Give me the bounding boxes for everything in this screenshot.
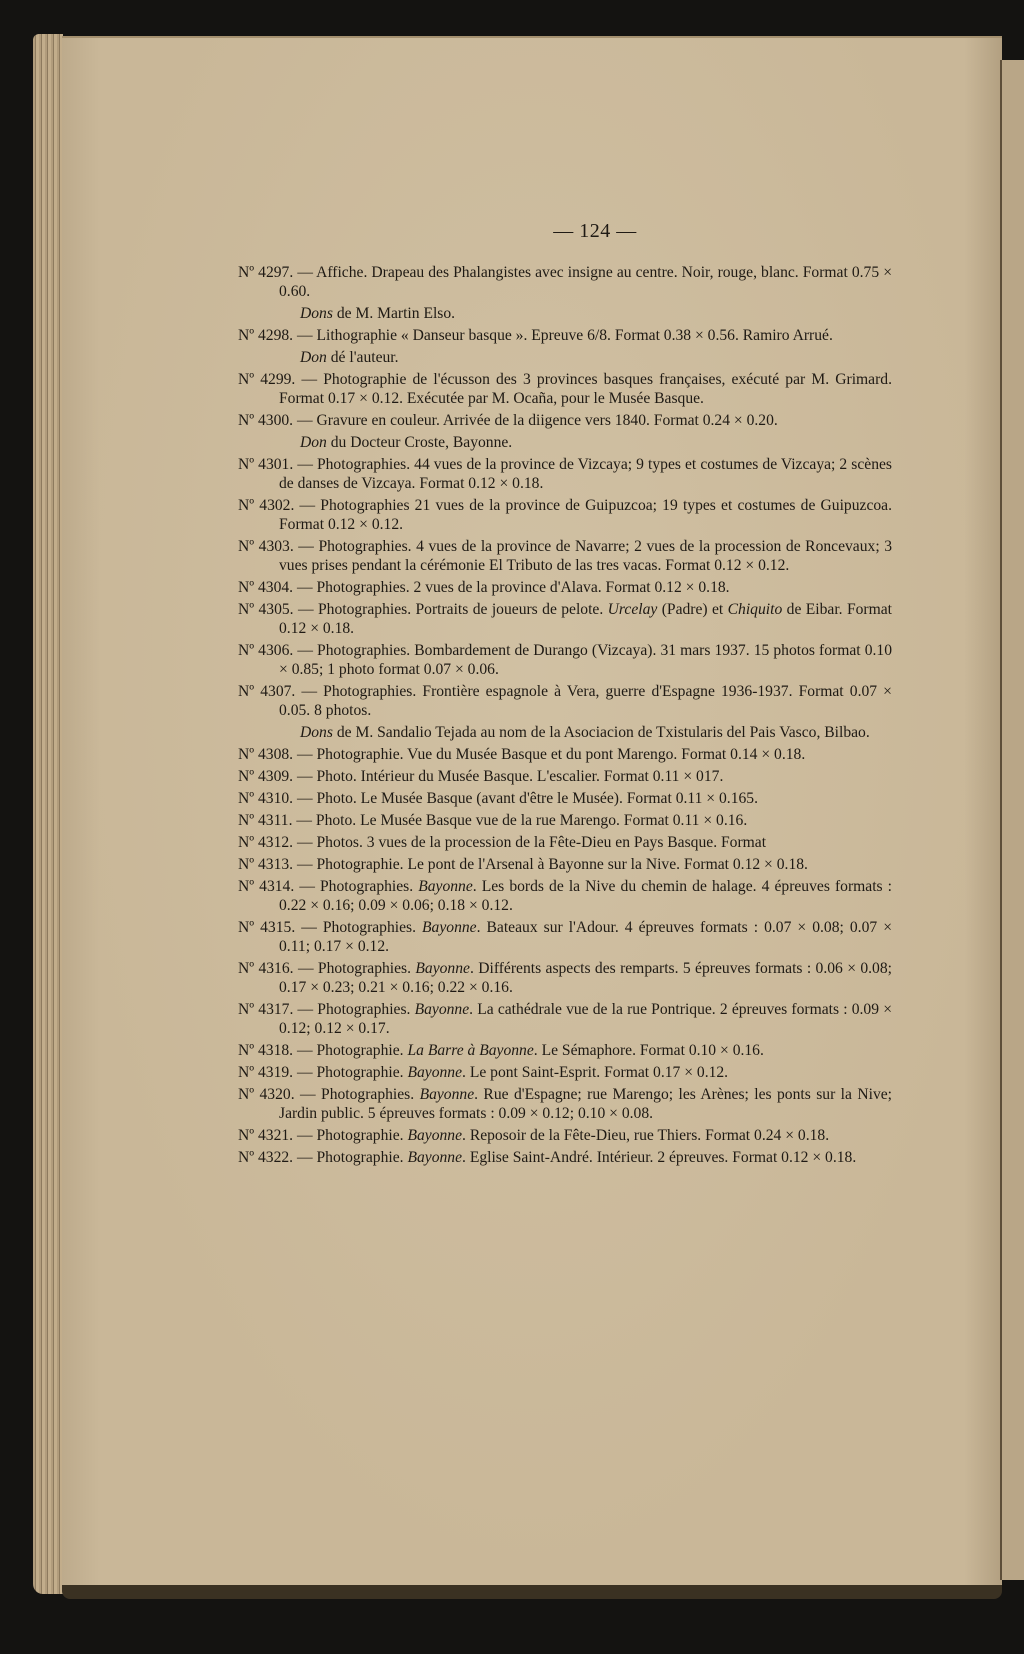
entry-number: Nº 4322. (238, 1149, 294, 1166)
entry-text: . Reposoir de la Fête-Dieu, rue Thiers. Format 0.24 × 0.18. (462, 1127, 830, 1144)
entry-number: Nº 4318. (238, 1042, 294, 1059)
entry-text: — Photographies. (299, 878, 419, 895)
entry-text: — Affiche. Drapeau des Phalangistes avec insigne au centre. Noir, rouge, blanc. Format 0.75 × 0.60. (279, 264, 892, 300)
catalog-entry (238, 496, 892, 534)
entry-number: Nº 4316. (238, 960, 294, 977)
entry-text: — Photographies. 44 vues de la province de Vizcaya; 9 types et costumes de Vizcaya; 2 scènes de danses de Vizcaya. Format 0.12 × 0.18. (279, 456, 892, 492)
entry-text: — Photos. 3 vues de la procession de la Fête-Dieu en Pays Basque. Format (297, 834, 767, 851)
entry-text: — Photographie. (297, 1042, 408, 1059)
catalog-entry (238, 1041, 892, 1060)
page-stack-edge (33, 34, 63, 1594)
entry-number: Nº 4314. (238, 878, 295, 895)
donor-text: de M. Sandalio Tejada au nom de la Asociacion de Txistularis del Pais Vasco, Bilbao. (332, 724, 870, 741)
entry-number: Nº 4321. (238, 1127, 294, 1144)
entry-number: Nº 4305. (238, 601, 294, 618)
donor-text: du Docteur Croste, Bayonne. (326, 434, 513, 451)
catalog-entry (238, 600, 892, 638)
entry-number: Nº 4309. (238, 768, 294, 785)
catalog-entry (238, 370, 892, 408)
donor-label: Dons (300, 305, 333, 322)
entry-italic: Chiquito (727, 601, 783, 618)
entry-number: Nº 4317. (238, 1001, 294, 1018)
entry-text: . Eglise Saint-André. Intérieur. 2 épreuves. Format 0.12 × 0.18. (462, 1149, 857, 1166)
entry-number: Nº 4307. (238, 683, 296, 700)
donor-text: dé l'auteur. (326, 349, 399, 366)
entry-number: Nº 4306. (238, 642, 294, 659)
catalog-entry (238, 537, 892, 575)
entry-text: . Bateaux sur l'Adour. 4 épreuves formats : 0.07 × 0.08; 0.07 × 0.11; 0.17 × 0.12. (279, 919, 892, 955)
entry-text: — Photo. Intérieur du Musée Basque. L'escalier. Format 0.11 × 017. (297, 768, 724, 785)
catalog-entry (238, 455, 892, 493)
entry-italic: Bayonne (407, 1127, 463, 1144)
entry-text: — Photographies. Frontière espagnole à Vera, guerre d'Espagne 1936-1937. Format 0.07 × 0.05. 8 photos. (279, 683, 892, 719)
catalog-entry (238, 1085, 892, 1123)
entry-text: . Les bords de la Nive du chemin de halage. 4 épreuves formats : 0.22 × 0.16; 0.09 × 0.06; 0.18 × 0.12. (279, 878, 892, 914)
entry-number: Nº 4304. (238, 579, 294, 596)
entry-text: — Photographies. Bombardement de Durango (Vizcaya). 31 mars 1937. 15 photos format 0.10 × 0.85; 1 photo format 0.07 × 0.06. (279, 642, 892, 678)
entry-italic: Bayonne (407, 1064, 463, 1081)
entry-italic: Bayonne (418, 878, 473, 895)
donor-line (238, 433, 892, 452)
catalog-entry (238, 1148, 892, 1167)
entry-text: . Le pont Saint-Esprit. Format 0.17 × 0.12. (462, 1064, 729, 1081)
facing-page-edge (1000, 60, 1024, 1580)
entry-text: — Photographie de l'écusson des 3 provinces basques françaises, exécuté par M. Grimard. Format 0.17 × 0.12. Exécutée par M. Ocaña, pour le Musée Basque. (279, 371, 892, 407)
entry-text: — Photographies. Portraits de joueurs de pelote. (297, 601, 608, 618)
entry-text: . Rue d'Espagne; rue Marengo; les Arènes; les ponts sur la Nive; Jardin public. 5 épreuves formats : 0.09 × 0.12; 0.10 × 0.08. (279, 1086, 892, 1122)
catalog-entry (238, 1063, 892, 1082)
entry-text: — Lithographie « Danseur basque ». Epreuve 6/8. Format 0.38 × 0.56. Ramiro Arrué. (297, 327, 833, 344)
catalog-entry (238, 578, 892, 597)
entry-number: Nº 4297. (238, 264, 294, 281)
donor-label: Dons (300, 724, 333, 741)
entry-text: . Le Sémaphore. Format 0.10 × 0.16. (533, 1042, 764, 1059)
entry-text: (Padre) et (657, 601, 728, 618)
entry-italic: Bayonne (415, 960, 470, 977)
entry-text: — Photographies. 4 vues de la province de Navarre; 2 vues de la procession de Roncevaux; 3 vues prises pendant la cérémonie El Tributo de las tres vacas. Format 0.12 × 0.12. (279, 538, 892, 574)
catalog-entry (238, 767, 892, 786)
entry-text: . La cathédrale vue de la rue Pontrique. 2 épreuves formats : 0.09 × 0.12; 0.12 × 0.17. (279, 1001, 892, 1037)
catalog-entry (238, 326, 892, 345)
entry-text: — Photographies. (297, 1001, 415, 1018)
catalog-entry (238, 745, 892, 764)
catalog-entry (238, 263, 892, 301)
entry-text: — Photographies. (300, 1086, 420, 1103)
page-number: — 124 — (553, 220, 637, 242)
entry-text: de Eibar. Format 0.12 × 0.18. (279, 601, 893, 637)
donor-text: de M. Martin Elso. (332, 305, 456, 322)
entry-text: . Différents aspects des remparts. 5 épreuves formats : 0.06 × 0.08; 0.17 × 0.23; 0.21 × 0.16; 0.22 × 0.16. (279, 960, 892, 996)
entry-number: Nº 4315. (238, 919, 296, 936)
entry-number: Nº 4312. (238, 834, 294, 851)
entry-text: — Photographies. (297, 960, 416, 977)
entry-text: — Photographie. Le pont de l'Arsenal à Bayonne sur la Nive. Format 0.12 × 0.18. (297, 856, 808, 873)
entry-text: — Photographie. Vue du Musée Basque et du pont Marengo. Format 0.14 × 0.18. (297, 746, 806, 763)
entry-number: Nº 4299. (238, 371, 296, 388)
entry-text: — Gravure en couleur. Arrivée de la diigence vers 1840. Format 0.24 × 0.20. (297, 412, 778, 429)
catalog-entry (238, 855, 892, 874)
entry-number: Nº 4310. (238, 790, 294, 807)
entry-number: Nº 4319. (238, 1064, 294, 1081)
entry-text: — Photo. Le Musée Basque vue de la rue Marengo. Format 0.11 × 0.16. (296, 812, 748, 829)
entry-italic: La Barre à Bayonne (407, 1042, 534, 1059)
donor-line (238, 348, 892, 367)
donor-line (238, 304, 892, 323)
catalog-entry (238, 1126, 892, 1145)
entry-italic: Urcelay (607, 601, 658, 618)
entry-number: Nº 4308. (238, 746, 294, 763)
catalog-entry (238, 789, 892, 808)
entry-text: — Photographie. (297, 1149, 408, 1166)
catalog-entry (238, 1000, 892, 1038)
donor-label: Don (300, 434, 327, 451)
entry-number: Nº 4301. (238, 456, 294, 473)
entry-number: Nº 4313. (238, 856, 294, 873)
catalog-entry (238, 682, 892, 720)
donor-label: Don (300, 349, 327, 366)
entry-number: Nº 4298. (238, 327, 294, 344)
page-bottom-edge (62, 1585, 1002, 1599)
entry-text: — Photographie. (297, 1127, 408, 1144)
entry-italic: Bayonne (422, 919, 477, 936)
catalog-entry (238, 641, 892, 679)
entry-number: Nº 4300. (238, 412, 294, 429)
entry-text: — Photographies. 2 vues de la province d'Alava. Format 0.12 × 0.18. (297, 579, 730, 596)
entry-italic: Bayonne (407, 1149, 463, 1166)
catalog-entry (238, 411, 892, 430)
entry-text: — Photo. Le Musée Basque (avant d'être le Musée). Format 0.11 × 0.165. (297, 790, 758, 807)
entry-text: — Photographies. (301, 919, 423, 936)
entry-text: — Photographie. (297, 1064, 408, 1081)
catalog-entry (238, 833, 892, 852)
catalog-entry (238, 811, 892, 830)
entry-number: Nº 4320. (238, 1086, 295, 1103)
donor-line (238, 723, 892, 742)
entry-number: Nº 4311. (238, 812, 293, 829)
entry-italic: Bayonne (414, 1001, 470, 1018)
catalog-entry (238, 877, 892, 915)
catalog-entry (238, 918, 892, 956)
entry-number: Nº 4302. (238, 497, 295, 514)
entry-number: Nº 4303. (238, 538, 294, 555)
catalog-entry (238, 959, 892, 997)
page-content (238, 222, 892, 1170)
entry-italic: Bayonne (419, 1086, 475, 1103)
entry-text: — Photographies 21 vues de la province de Guipuzcoa; 19 types et costumes de Guipuzcoa. Format 0.12 × 0.12. (279, 497, 892, 533)
